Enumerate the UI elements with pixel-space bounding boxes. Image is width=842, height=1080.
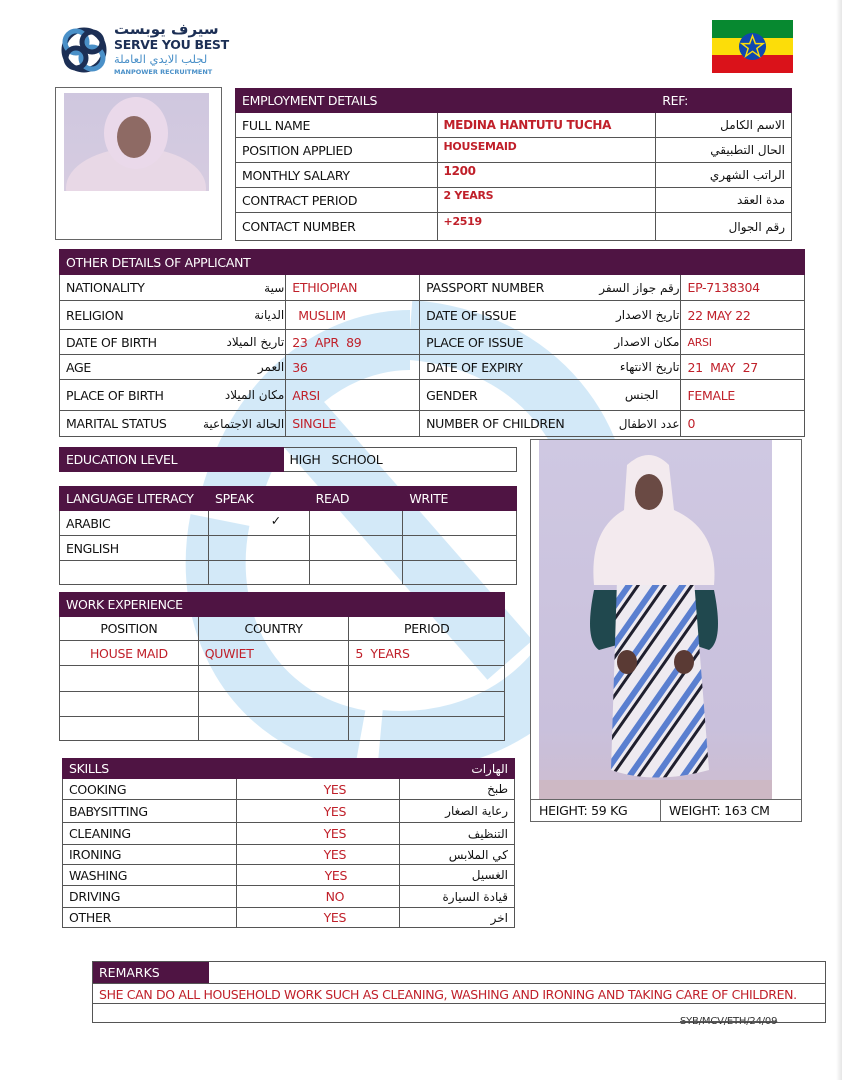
work-position <box>60 692 199 717</box>
ethiopia-flag-icon <box>712 20 793 73</box>
field-value: 1200 <box>437 163 656 188</box>
detail-value: 22 MAY 22 <box>681 301 805 330</box>
skill-arabic: التنظيف <box>400 823 515 845</box>
skill-value: YES <box>236 800 400 823</box>
work-country: QUWIET <box>198 641 349 666</box>
speak-cell <box>208 561 309 585</box>
weight-value: WEIGHT: 163 CM <box>669 803 770 818</box>
skill-row <box>63 865 515 886</box>
other-details-header: OTHER DETAILS OF APPLICANT <box>60 250 420 275</box>
language-literacy-table <box>59 486 517 585</box>
skill-row <box>63 886 515 908</box>
detail-value: 36 <box>286 355 420 380</box>
detail-label: MARITAL STATUS <box>60 411 173 437</box>
work-position <box>60 666 199 692</box>
field-value: MEDINA HANTUTU TUCHA <box>437 113 656 138</box>
details-row <box>60 411 805 437</box>
logo-subtitle: MANPOWER RECRUITMENT <box>114 68 213 76</box>
portrait-photo-icon <box>64 93 209 191</box>
detail-value: SINGLE <box>286 411 420 437</box>
work-country <box>198 692 349 717</box>
skill-row <box>63 845 515 865</box>
field-value: HOUSEMAID <box>437 138 656 163</box>
write-cell <box>403 536 517 561</box>
remarks-section <box>92 961 826 1023</box>
field-label: FULL NAME <box>236 113 438 138</box>
skill-value: YES <box>236 779 400 800</box>
language-row <box>60 561 517 585</box>
read-header: READ <box>309 487 403 511</box>
detail-value: MUSLIM <box>286 301 420 330</box>
detail-label-arabic: تاريخ الاصدار <box>570 301 681 330</box>
flag-star-emblem-icon <box>738 32 767 61</box>
detail-label: PASSPORT NUMBER <box>420 275 571 301</box>
detail-label-arabic: سية <box>173 275 286 301</box>
language-row <box>60 511 517 536</box>
field-label: CONTACT NUMBER <box>236 213 438 241</box>
work-position <box>60 717 199 741</box>
details-row <box>60 355 805 380</box>
work-row <box>60 692 505 717</box>
work-period: 5 YEARS <box>349 641 505 666</box>
other-details-table <box>59 249 805 437</box>
logo-english-name: SERVE YOU BEST <box>114 37 229 52</box>
skill-value: YES <box>236 908 400 928</box>
detail-label: PLACE OF ISSUE <box>420 330 571 355</box>
reference-code: SYB/MCV/ETH/24/09 <box>680 1016 778 1027</box>
remarks-header: REMARKS <box>93 962 209 983</box>
detail-label-arabic: العمر <box>173 355 286 380</box>
field-value: +2519 <box>437 213 656 241</box>
ref-label: REF: <box>656 89 792 113</box>
skills-header-middle <box>236 759 400 779</box>
passport-photo-frame <box>55 87 222 240</box>
skills-header: SKILLS <box>63 759 237 779</box>
detail-value: ARSI <box>286 380 420 411</box>
work-position: HOUSE MAID <box>60 641 199 666</box>
detail-value: 0 <box>681 411 805 437</box>
language-name <box>60 561 209 585</box>
skill-name: IRONING <box>63 845 237 865</box>
employment-details-header: EMPLOYMENT DETAILS <box>236 89 656 113</box>
field-label-arabic: الاسم الكامل <box>656 113 792 138</box>
other-details-header-right <box>420 250 805 275</box>
skill-arabic: اخر <box>400 908 515 928</box>
field-value: 2 YEARS <box>437 188 656 213</box>
work-country <box>198 717 349 741</box>
detail-value: EP-7138304 <box>681 275 805 301</box>
detail-value: ARSI <box>681 330 805 355</box>
detail-label: DATE OF EXPIRY <box>420 355 571 380</box>
detail-value: 21 MAY 27 <box>681 355 805 380</box>
work-period <box>349 717 505 741</box>
employment-row <box>236 213 792 241</box>
write-cell <box>403 511 517 536</box>
skills-table <box>62 758 515 928</box>
work-experience-header: WORK EXPERIENCE <box>60 593 505 617</box>
detail-value: FEMALE <box>681 380 805 411</box>
logo-arabic-name: سيرف يوبست <box>114 20 219 38</box>
period-header: PERIOD <box>349 617 505 641</box>
field-label: CONTRACT PERIOD <box>236 188 438 213</box>
skill-row <box>63 908 515 928</box>
detail-label-arabic: مكان الميلاد <box>173 380 286 411</box>
full-body-photo <box>539 440 772 799</box>
work-row <box>60 717 505 741</box>
detail-label-arabic: الديانة <box>173 301 286 330</box>
skill-name: WASHING <box>63 865 237 886</box>
detail-label-arabic: الجنس <box>570 380 681 411</box>
employment-details-table <box>235 88 792 241</box>
field-label-arabic: رقم الجوال <box>656 213 792 241</box>
language-name: ENGLISH <box>60 536 209 561</box>
passport-photo <box>64 93 209 191</box>
skill-name: BABYSITTING <box>63 800 237 823</box>
employment-row <box>236 188 792 213</box>
detail-label-arabic: الحالة الاجتماعية <box>173 411 286 437</box>
skill-name: CLEANING <box>63 823 237 845</box>
company-logo <box>58 20 233 82</box>
detail-label-arabic: تاريخ الانتهاء <box>570 355 681 380</box>
detail-label: NATIONALITY <box>60 275 173 301</box>
work-period <box>349 666 505 692</box>
skill-value: NO <box>236 886 400 908</box>
read-cell <box>309 511 403 536</box>
work-country <box>198 666 349 692</box>
write-cell <box>403 561 517 585</box>
detail-label: PLACE OF BIRTH <box>60 380 173 411</box>
employment-row <box>236 163 792 188</box>
logo-knot-icon <box>58 22 110 78</box>
work-row <box>60 641 505 666</box>
speak-cell <box>208 536 309 561</box>
employment-row <box>236 138 792 163</box>
detail-label: DATE OF BIRTH <box>60 330 173 355</box>
full-body-photo-frame <box>530 439 802 822</box>
full-body-photo-icon <box>539 440 772 799</box>
skill-name: DRIVING <box>63 886 237 908</box>
skill-value: YES <box>236 845 400 865</box>
language-row <box>60 536 517 561</box>
detail-label-arabic: تاريخ الميلاد <box>173 330 286 355</box>
speak-header: SPEAK <box>208 487 309 511</box>
details-row <box>60 380 805 411</box>
speak-checkmark-icon: ✓ <box>208 511 309 536</box>
details-row <box>60 301 805 330</box>
field-label-arabic: مدة العقد <box>656 188 792 213</box>
skill-arabic: رعاية الصغار <box>400 800 515 823</box>
skill-arabic: كي الملابس <box>400 845 515 865</box>
details-row <box>60 275 805 301</box>
field-label-arabic: الراتب الشهري <box>656 163 792 188</box>
work-period <box>349 692 505 717</box>
skill-name: OTHER <box>63 908 237 928</box>
education-table <box>59 447 517 472</box>
detail-label-arabic: رقم جواز السفر <box>570 275 681 301</box>
skill-name: COOKING <box>63 779 237 800</box>
education-label: EDUCATION LEVEL <box>60 448 284 472</box>
detail-label-arabic: عدد الاطفال <box>570 411 681 437</box>
detail-label-arabic: مكان الاصدار <box>570 330 681 355</box>
skill-arabic: طبخ <box>400 779 515 800</box>
field-label-arabic: الحال التطبيقي <box>656 138 792 163</box>
field-label: POSITION APPLIED <box>236 138 438 163</box>
detail-label: NUMBER OF CHILDREN <box>420 411 571 437</box>
detail-label: GENDER <box>420 380 571 411</box>
height-value: HEIGHT: 59 KG <box>531 800 661 821</box>
skill-arabic: الغسيل <box>400 865 515 886</box>
detail-label: DATE OF ISSUE <box>420 301 571 330</box>
page-edge-shadow <box>836 0 842 1080</box>
language-name: ARABIC <box>60 511 209 536</box>
skill-row <box>63 800 515 823</box>
work-row <box>60 666 505 692</box>
measurements-row <box>531 799 801 821</box>
country-header: COUNTRY <box>198 617 349 641</box>
write-header: WRITE <box>403 487 517 511</box>
detail-value: ETHIOPIAN <box>286 275 420 301</box>
detail-label: AGE <box>60 355 173 380</box>
skill-arabic: قيادة السيارة <box>400 886 515 908</box>
field-label: MONTHLY SALARY <box>236 163 438 188</box>
remarks-text: SHE CAN DO ALL HOUSEHOLD WORK SUCH AS CLEANING, WASHING AND IRONING AND TAKING CARE OF CHILDREN. <box>93 983 825 1004</box>
details-row <box>60 330 805 355</box>
logo-arabic-tagline: لجلب الايدي العاملة <box>114 52 208 66</box>
detail-value: 23 APR 89 <box>286 330 420 355</box>
read-cell <box>309 561 403 585</box>
language-header: LANGUAGE LITERACY <box>60 487 209 511</box>
work-experience-table <box>59 592 505 741</box>
detail-label: RELIGION <box>60 301 173 330</box>
skill-value: YES <box>236 865 400 886</box>
employment-row <box>236 113 792 138</box>
skill-row <box>63 823 515 845</box>
read-cell <box>309 536 403 561</box>
education-value: HIGH SCHOOL <box>283 448 516 472</box>
position-header: POSITION <box>60 617 199 641</box>
skill-row <box>63 779 515 800</box>
skills-header-arabic: الهارات <box>400 759 515 779</box>
skill-value: YES <box>236 823 400 845</box>
